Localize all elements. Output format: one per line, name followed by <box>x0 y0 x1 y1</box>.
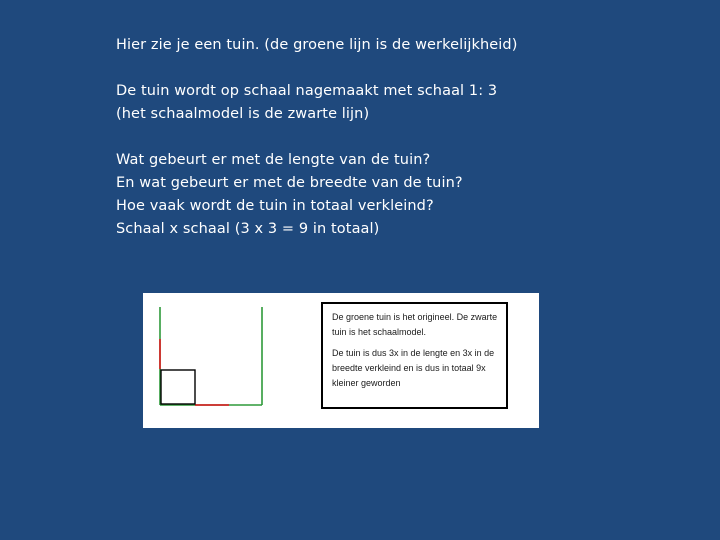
scale-model-square <box>161 370 195 404</box>
explanation-box <box>321 302 508 409</box>
explanation-original: De groene tuin is het origineel. De zwarte tuin is het schaalmodel. <box>332 312 498 337</box>
scale-model-line: (het schaalmodel is de zwarte lijn) <box>116 106 370 122</box>
question-length: Wat gebeurt er met de lengte van de tuin? <box>116 152 431 168</box>
question-width: En wat gebeurt er met de breedte van de tuin? <box>116 175 463 191</box>
spacer <box>116 126 696 149</box>
spacer <box>116 57 696 80</box>
scale-line: De tuin wordt op schaal nagemaakt met schaal 1: 3 <box>116 83 498 99</box>
answer-line: Schaal x schaal (3 x 3 = 9 in totaal) <box>116 221 380 237</box>
slide-text <box>116 34 696 241</box>
garden-figure <box>143 293 539 428</box>
question-total: Hoe vaak wordt de tuin in totaal verkleind? <box>116 198 434 214</box>
explanation-reduction: De tuin is dus 3x in de lengte en 3x in de breedte verkleind en is dus in totaal 9x kleiner geworden <box>332 348 495 388</box>
intro-line: Hier zie je een tuin. (de groene lijn is de werkelijkheid) <box>116 37 518 53</box>
